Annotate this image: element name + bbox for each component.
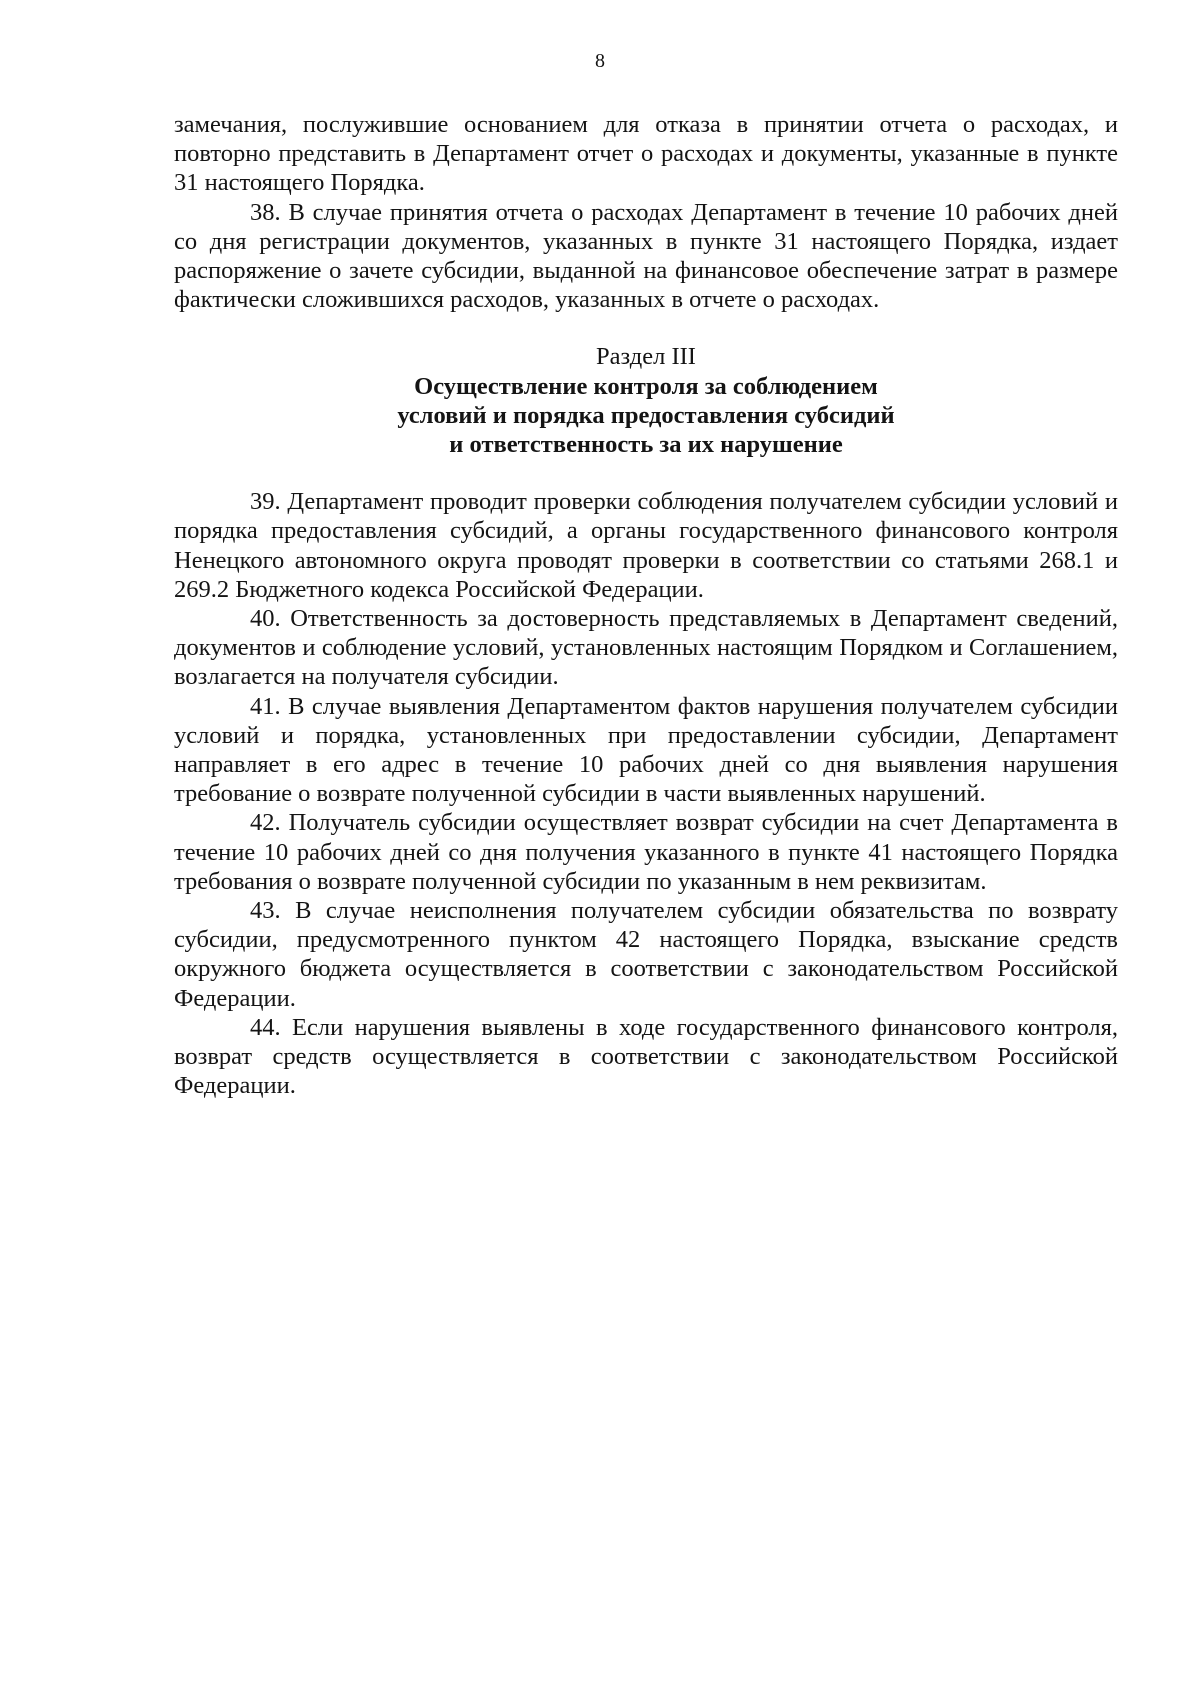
document-body — [174, 110, 1118, 1101]
paragraph-39: 39. Департамент проводит проверки соблюдения получателем субсидии условий и порядка предоставления субсидий, а органы государственного финансового контроля Ненецкого автономного округа проводят проверки в соответствии со статьями 268.1 и 269.2 Бюджетного кодекса Российской Федерации. — [174, 488, 1118, 603]
page-number: 8 — [595, 50, 605, 72]
section-title-line: Осуществление контроля за соблюдением — [414, 372, 878, 400]
section-heading — [174, 342, 1118, 459]
paragraph-41: 41. В случае выявления Департаментом фактов нарушения получателем субсидии условий и порядка, установленных при предоставлении субсидии, Департамент направляет в его адрес в течение 10 рабочих дней со дня выявления нарушения требование о возврате полученной субсидии в части выявленных нарушений. — [174, 692, 1118, 808]
section-label: Раздел III — [596, 343, 696, 371]
paragraph-37-continuation: замечания, послужившие основанием для отказа в принятии отчета о расходах, и повторно представить в Департамент отчет о расходах и документы, указанные в пункте 31 настоящего Порядка. — [174, 111, 1118, 197]
paragraph-42: 42. Получатель субсидии осуществляет возврат субсидии на счет Департамента в течение 10 рабочих дней со дня получения указанного в пункте 41 настоящего Порядка требования о возврате полученной субсидии по указанным в нем реквизитам. — [174, 809, 1118, 895]
paragraph-44: 44. Если нарушения выявлены в ходе государственного финансового контроля, возврат средств осуществляется в соответствии с законодательством Российской Федерации. — [174, 1013, 1118, 1100]
section-title-line: условий и порядка предоставления субсидий — [397, 401, 895, 429]
paragraph-38: 38. В случае принятия отчета о расходах Департамент в течение 10 рабочих дней со дня регистрации документов, указанных в пункте 31 настоящего Порядка, издает распоряжение о зачете субсидии, выданной на финансовое обеспечение затрат в размере фактически сложившихся расходов, указанных в отчете о расходах. — [174, 198, 1118, 314]
paragraph-40: 40. Ответственность за достоверность представляемых в Департамент сведений, документов и соблюдение условий, установленных настоящим Порядком и Соглашением, возлагается на получателя субсидии. — [174, 605, 1118, 691]
section-title-line: и ответственность за их нарушение — [449, 431, 843, 459]
paragraph-43: 43. В случае неисполнения получателем субсидии обязательства по возврату субсидии, предусмотренного пунктом 42 настоящего Порядка, взыскание средств окружного бюджета осуществляется в соответствии с законодательством Российской Федерации. — [174, 897, 1118, 1012]
